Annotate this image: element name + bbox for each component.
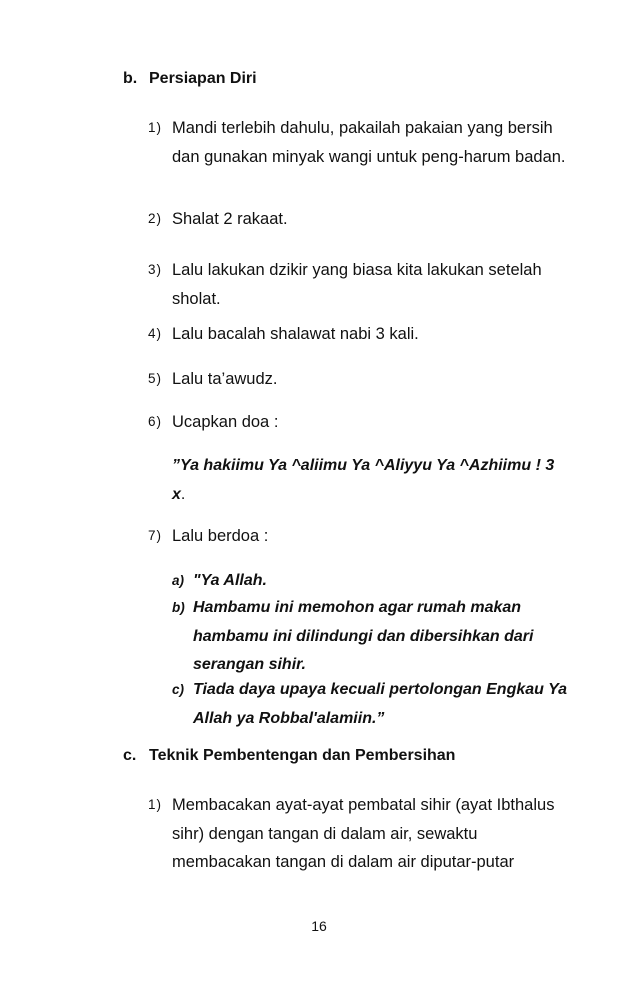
item-number: 4): [148, 326, 163, 341]
doa-sub-item: [172, 594, 568, 680]
list-item: [148, 408, 568, 437]
item-number: 6): [148, 414, 163, 429]
section-marker: b.: [123, 70, 138, 87]
sub-item-text: Hambamu ini memohon agar rumah makan hambamu ini dilindungi dan dibersihkan dari serangan sihir.: [193, 599, 534, 673]
item-number: 5): [148, 371, 163, 386]
list-item: [148, 320, 568, 349]
section-heading-c: [123, 747, 455, 765]
item-text: Lalu ta’awudz.: [172, 370, 278, 388]
item-text: Mandi terlebih dahulu, pakailah pakaian yang bersih dan gunakan minyak wangi untuk peng-harum badan.: [172, 119, 566, 166]
section-title: Teknik Pembentengan dan Pembersihan: [149, 747, 456, 764]
item-text: Lalu lakukan dzikir yang biasa kita lakukan setelah sholat.: [172, 261, 542, 308]
section-marker: c.: [123, 747, 137, 764]
doa-quote-tail: .: [180, 485, 186, 503]
list-item: [148, 522, 568, 551]
item-number: 3): [148, 262, 163, 277]
item-text: Lalu bacalah shalawat nabi 3 kali.: [172, 325, 419, 343]
item-text: Lalu berdoa :: [172, 527, 269, 545]
sub-item-letter: b): [172, 600, 185, 615]
sub-item-letter: a): [172, 573, 185, 588]
doa-quote: [172, 452, 568, 509]
item-number: 1): [148, 797, 163, 812]
list-item: [148, 205, 568, 234]
list-item: [148, 365, 568, 394]
item-number: 2): [148, 211, 163, 226]
sub-item-text: "Ya Allah.: [193, 572, 267, 589]
item-text: Shalat 2 rakaat.: [172, 210, 288, 228]
item-text: Ucapkan doa :: [172, 413, 279, 431]
sub-item-letter: c): [172, 682, 185, 697]
doa-sub-item: [172, 567, 568, 596]
page-number: 16: [311, 918, 327, 934]
item-number: 7): [148, 528, 163, 543]
section-title: Persiapan Diri: [149, 70, 257, 87]
item-number: 1): [148, 120, 163, 135]
sub-item-text: Tiada daya upaya kecuali pertolongan Engkau Ya Allah ya Robbal'alamiin.”: [193, 681, 568, 727]
doa-sub-item: [172, 676, 568, 733]
item-text: Membacakan ayat-ayat pembatal sihir (ayat Ibthalus sihr) dengan tangan di dalam air, sewaktu membacakan tangan di dalam air diputar-putar: [172, 796, 555, 871]
list-item: [148, 114, 568, 171]
list-item: [148, 256, 568, 313]
list-item: [148, 791, 568, 877]
section-heading-b: [123, 70, 257, 88]
doa-quote-text: ”Ya hakiimu Ya ^aliimu Ya ^Aliyyu Ya ^Azhiimu ! 3 x: [172, 457, 555, 503]
